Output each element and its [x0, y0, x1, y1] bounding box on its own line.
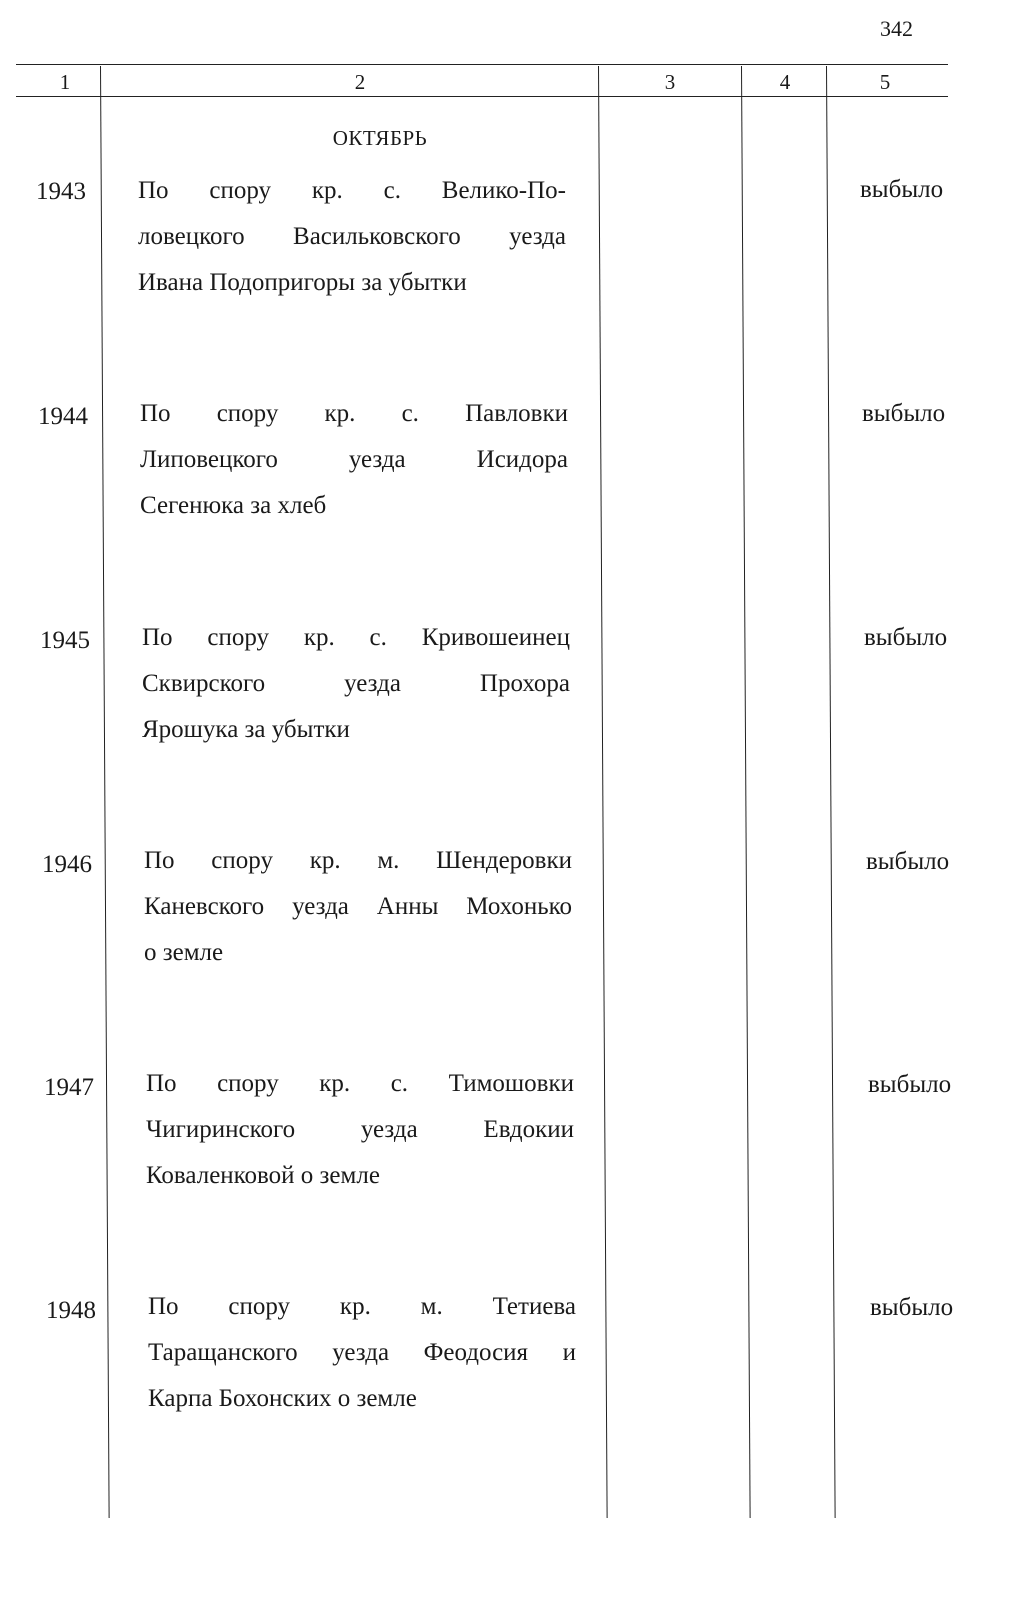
entry-description	[140, 391, 568, 529]
entry-status: выбыло	[860, 176, 944, 203]
entry-line: По спору кр. м. Шендеровки	[144, 847, 572, 874]
entry-line: Ивана Подопригоры за убытки	[138, 269, 467, 296]
column-header-4: 4	[779, 70, 791, 94]
entry-line: Таращанского уезда Феодосия и	[148, 1339, 576, 1366]
entry-line: По спору кр. с. Велико-По-	[138, 177, 566, 204]
entry-line: По спору кр. с. Павловки	[140, 400, 568, 427]
entry-description	[144, 838, 572, 976]
entry-status: выбыло	[870, 1294, 954, 1321]
entry-line: По спору кр. м. Тетиева	[148, 1293, 576, 1320]
page-number: 342	[880, 16, 913, 41]
entry-line: о земле	[144, 939, 224, 966]
entry-line: Сегенюка за хлеб	[140, 492, 327, 519]
entry-line: ловецкого Васильковского уезда	[138, 223, 566, 250]
table-header-rule	[16, 96, 948, 97]
entry-description	[142, 615, 570, 753]
table-top-rule	[16, 64, 948, 65]
month-heading: ОКТЯБРЬ	[332, 126, 428, 150]
entry-line: Ярошука за убытки	[142, 716, 350, 743]
entry-number: 1948	[46, 1297, 96, 1324]
entry-status: выбыло	[864, 624, 948, 651]
entry-number: 1943	[36, 178, 86, 205]
column-header-1: 1	[59, 70, 71, 94]
entry-number: 1946	[42, 851, 92, 878]
column-divider-4	[826, 66, 836, 1518]
entry-line: По спору кр. с. Тимошовки	[146, 1070, 574, 1097]
entry-description	[138, 168, 566, 306]
entry-status: выбыло	[866, 848, 950, 875]
column-header-3: 3	[664, 70, 676, 94]
entry-number: 1947	[44, 1074, 94, 1101]
entry-line: Каневского уезда Анны Мохонько	[144, 893, 572, 920]
entry-line: Коваленковой о земле	[146, 1162, 380, 1189]
entry-line: Карпа Бохонских о земле	[148, 1385, 417, 1412]
entry-status: выбыло	[862, 400, 946, 427]
column-header-5: 5	[879, 70, 891, 94]
column-header-2: 2	[354, 70, 366, 94]
entry-line: Чигиринского уезда Евдокии	[146, 1116, 574, 1143]
entry-description	[148, 1284, 576, 1422]
entry-line: Сквирского уезда Прохора	[142, 670, 570, 697]
column-divider-1	[100, 66, 110, 1518]
entry-line: Липовецкого уезда Исидора	[140, 446, 568, 473]
entry-number: 1944	[38, 403, 88, 430]
entry-line: По спору кр. с. Кривошеинец	[142, 624, 570, 651]
entry-status: выбыло	[868, 1071, 952, 1098]
column-divider-2	[598, 66, 608, 1518]
entry-description	[146, 1061, 574, 1199]
entry-number: 1945	[40, 627, 90, 654]
column-divider-3	[741, 66, 751, 1518]
